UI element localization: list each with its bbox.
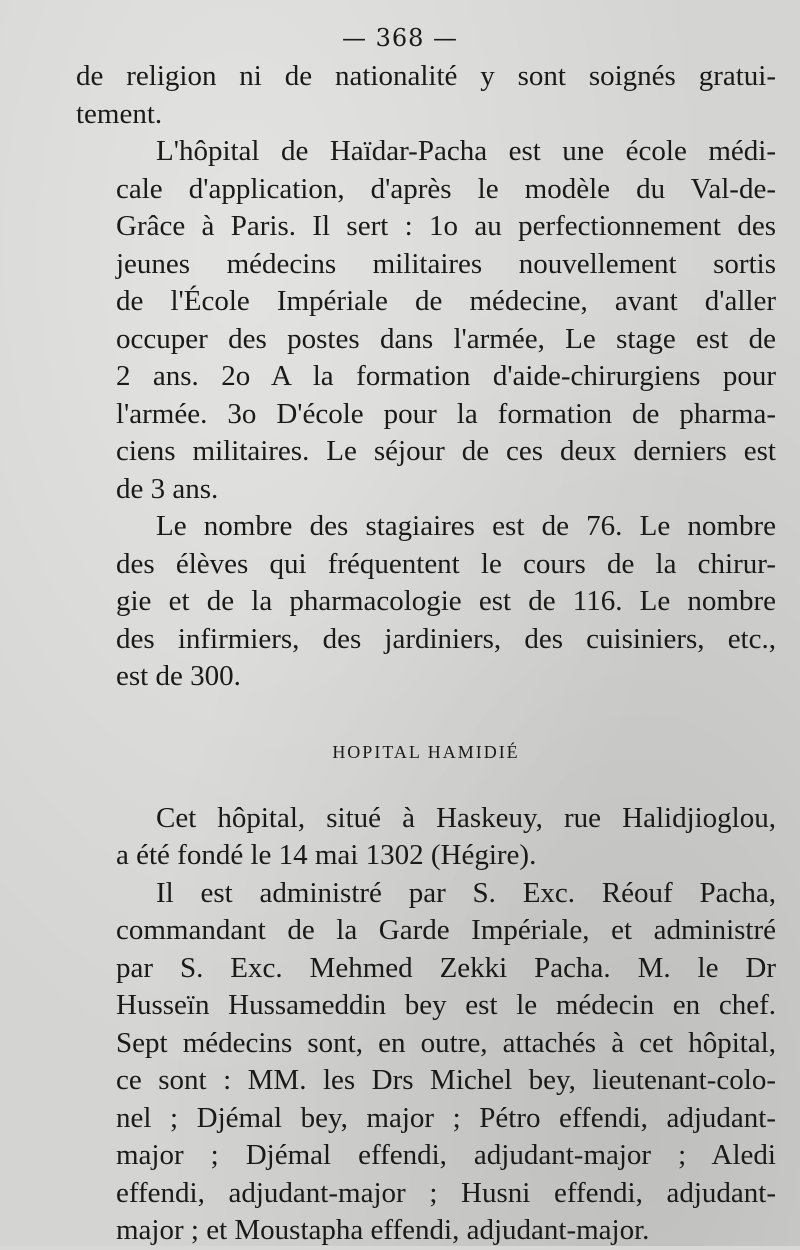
text-line: Grâce à Paris. Il sert : 1o au perfectionnement des [116,210,776,242]
body-text-after-heading [76,800,776,1250]
text-line: commandant de la Garde Impériale, et administré [116,914,776,946]
text-line: gie et de la pharmacologie est de 116. Le nombre [116,585,776,617]
text-line: effendi, adjudant-major ; Husni effendi, adjudant- [116,1176,776,1209]
text-line: nel ; Djémal bey, major ; Pétro effendi, adjudant- [116,1101,776,1134]
text-line: cale d'application, d'après le modèle du Val-de- [116,172,776,205]
body-text-before-heading [76,58,776,696]
section-heading: HOPITAL HAMIDIÉ [332,741,520,762]
text-line: tement. [76,97,163,130]
text-line: 2 ans. 2o A la formation d'aide-chirurgiens pour [116,360,776,392]
paragraph [76,875,776,1250]
text-line: de 3 ans. [116,472,219,505]
paragraph [76,800,776,875]
text-line: occuper des postes dans l'armée, Le stage est de [116,322,776,355]
text-line: a été fondé le 14 mai 1302 (Hégire). [116,839,537,871]
paragraph [76,133,776,508]
page-number: — 368 — [341,24,459,52]
text-line: major ; et Moustapha effendi, adjudant-major. [116,1214,650,1246]
text-line: de l'École Impériale de médecine, avant d'aller [116,285,776,317]
text-line: jeunes médecins militaires nouvellement sortis [116,247,776,280]
text-line: de religion ni de nationalité y sont soignés gratui- [76,60,776,92]
text-line: ciens militaires. Le séjour de ces deux derniers est [116,435,776,467]
text-line: Sept médecins sont, en outre, attachés à cet hôpital, [116,1026,776,1059]
paragraph [76,508,776,696]
text-line: l'armée. 3o D'école pour la formation de pharma- [116,397,776,430]
text-line: Le nombre des stagiaires est de 76. Le nombre [156,510,776,542]
text-line: des élèves qui fréquentent le cours de la chirur- [116,547,776,580]
text-line: est de 300. [116,660,241,692]
text-line: des infirmiers, des jardiniers, des cuisiniers, etc., [116,622,776,655]
page-body [76,58,776,1250]
text-line: major ; Djémal effendi, adjudant-major ; Aledi [116,1139,776,1171]
text-line: L'hôpital de Haïdar-Pacha est une école médi- [156,135,776,167]
paragraph [76,58,776,133]
text-line: Husseïn Hussameddin bey est le médecin en chef. [116,989,776,1021]
text-line: Il est administré par S. Exc. Réouf Pacha, [156,876,776,909]
text-line: par S. Exc. Mehmed Zekki Pacha. M. le Dr [116,951,776,984]
text-line: Cet hôpital, situé à Haskeuy, rue Halidjioglou, [156,801,776,834]
text-line: ce sont : MM. les Drs Michel bey, lieutenant-colo- [116,1064,776,1096]
